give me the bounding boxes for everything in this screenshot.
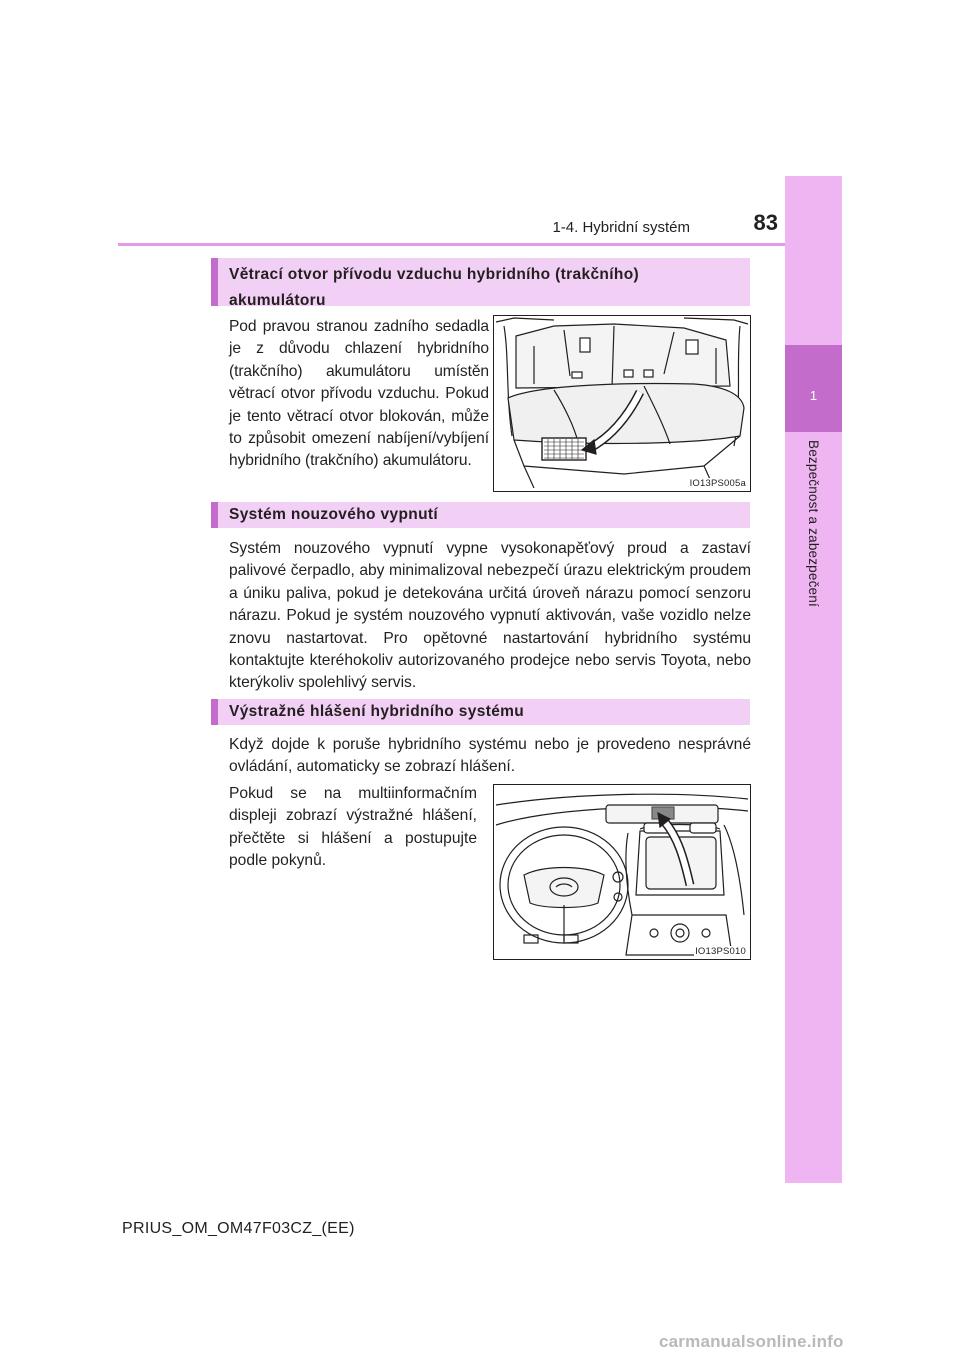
chapter-side-tab <box>785 176 842 1183</box>
section-heading-emergency-shutoff: Systém nouzového vypnutí <box>211 502 750 528</box>
paragraph-warning-message: Když dojde k poruše hybridního systému nebo je provedeno nesprávné ovládání, automaticky se zobrazí hlášení. <box>229 736 751 776</box>
section-title: 1-4. Hybridní systém <box>552 219 690 236</box>
paragraph-emergency-shutoff: Systém nouzového vypnutí vypne vysokonapěťový proud a zastaví palivové čerpadlo, aby minimalizoval nebezpečí úrazu elektrickým proudem a úniku paliva, pokud je detekována určitá úroveň nárazu pomocí senzoru nárazu. Pokud je systém nouzového vypnutí aktivován, vaše vozidlo nelze znovu nastartovat. Pro opětovné nastartování hybridního systému kontaktujte kteréhokoliv autorizovaného prodejce nebo servis Toyota, nebo kterýkoliv spolehlivý servis. <box>229 540 751 692</box>
figure-code: IO13PS005a <box>689 478 746 489</box>
paragraph-warning-instructions: Pokud se na multiinformačním displeji zobrazí výstražné hlášení, přečtěte si hlášení a postupujte podle pokynů. <box>229 785 477 870</box>
chapter-number: 1 <box>809 388 818 403</box>
paragraph-air-vent: Pod pravou stranou zadního sedadla je z důvodu chlazení hybridního (trakčního) akumulátoru umístěn větrací otvor přívodu vzduchu. Pokud je tento větrací otvor blokován, může to způsobit omezení nabíjení/vybíjení hybridního (trakčního) akumulátoru. <box>229 318 489 470</box>
document-code: PRIUS_OM_OM47F03CZ_(EE) <box>122 1220 355 1237</box>
page-number: 83 <box>753 210 778 235</box>
rear-seat-illustration <box>494 316 750 491</box>
section-heading-warning-message: Výstražné hlášení hybridního systému <box>211 699 750 725</box>
figure-rear-seat-vent <box>493 315 751 492</box>
dashboard-illustration <box>494 785 750 959</box>
figure-code: IO13PS010 <box>695 946 746 957</box>
header-divider <box>118 243 785 246</box>
figure-dashboard-display <box>493 784 751 960</box>
watermark: carmanualsonline.info <box>659 1332 844 1351</box>
chapter-title: Bezpečnost a zabezpečení <box>806 440 821 607</box>
section-heading-air-vent: Větrací otvor přívodu vzduchu hybridního (trakčního) akumulátoru <box>211 258 750 306</box>
